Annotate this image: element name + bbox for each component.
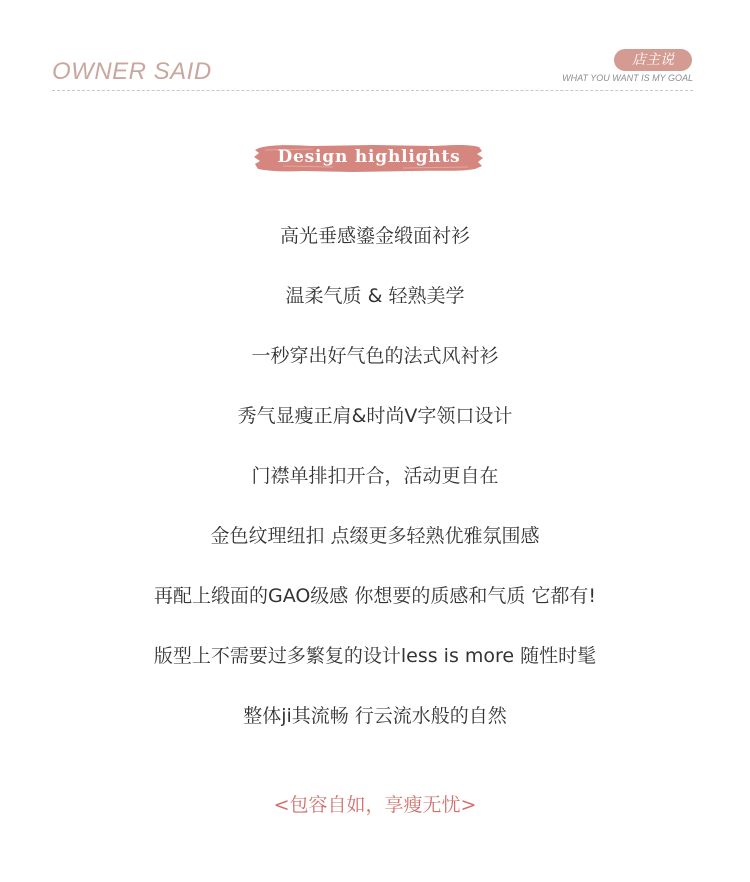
slogan: <包容自如，享瘦无忧>	[273, 794, 477, 816]
feature-line: 再配上缎面的GAO级感 你想要的质感和气质 它都有!	[153, 585, 597, 607]
feature-line: 版型上不需要过多繁复的设计less is more 随性时髦	[153, 645, 597, 667]
header-divider	[52, 90, 693, 91]
feature-line: 门襟单排扣开合，活动更自在	[251, 465, 499, 487]
owner-said-subtitle: WHAT YOU WANT IS MY GOAL	[562, 73, 693, 83]
design-highlights-banner	[253, 142, 485, 174]
design-highlights-label: Design highlights	[277, 147, 461, 167]
feature-line: 秀气显瘦正肩&时尚V字领口设计	[237, 405, 513, 427]
feature-line: 整体ji其流畅 行云流水般的自然	[243, 705, 507, 727]
feature-list	[0, 224, 750, 764]
feature-line: 金色纹理纽扣 点缀更多轻熟优雅氛围感	[210, 525, 540, 547]
feature-line: 温柔气质 & 轻熟美学	[285, 285, 465, 307]
owner-said-title: OWNER SAID	[52, 58, 212, 85]
feature-line: 一秒穿出好气色的法式风衬衫	[251, 345, 499, 367]
feature-line: 高光垂感鎏金缎面衬衫	[279, 225, 470, 247]
owner-said-badge: 店主说	[614, 49, 692, 71]
